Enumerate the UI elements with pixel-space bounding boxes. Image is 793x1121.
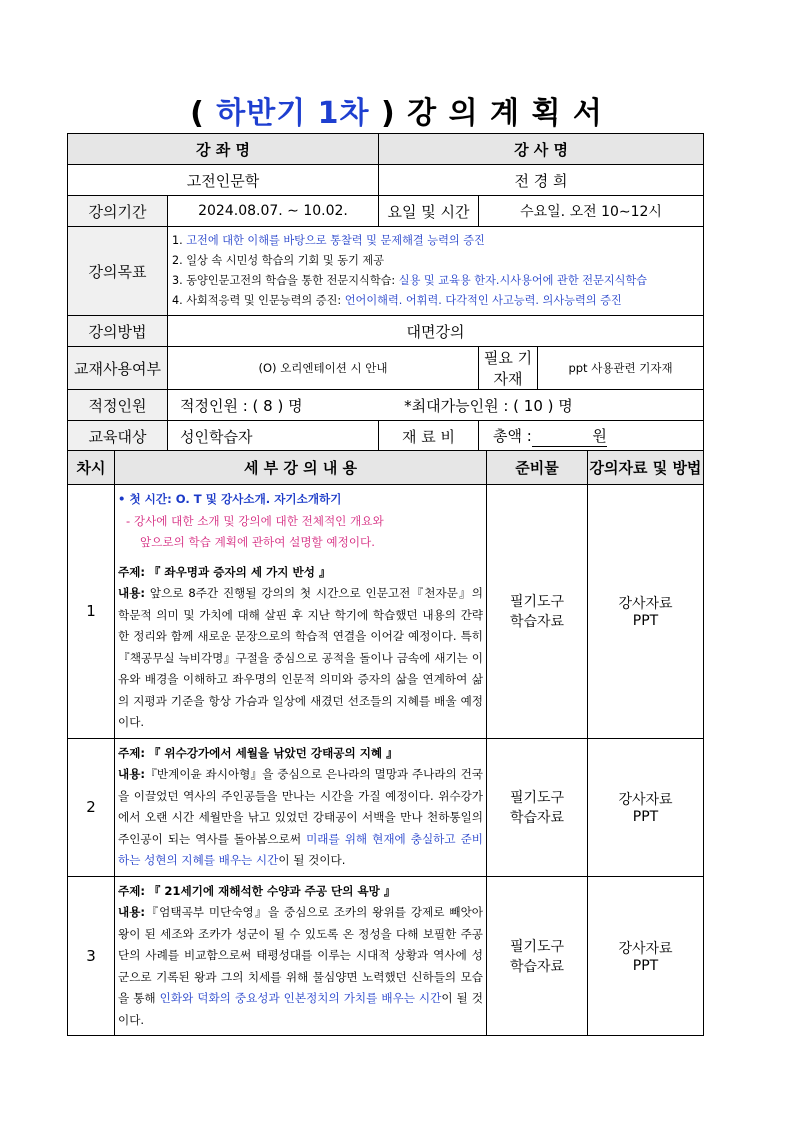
table-row — [68, 876, 704, 1036]
goal-item: 4. 사회적응력 및 인문능력의 증진: 언어이해력. 어휘력. 다각적인 사고능력. 의사능력의 증진 — [172, 294, 622, 307]
title-term: 하반기 1차 — [216, 96, 370, 131]
textbook-label: 교재사용여부 — [68, 347, 168, 390]
goal-item: 2. 일상 속 시민성 학습의 기회 및 동기 제공 — [172, 254, 385, 267]
period-label: 강의기간 — [68, 196, 168, 227]
capacity-row — [168, 390, 704, 421]
period-value: 2024.08.07. ∼ 10.02. — [168, 196, 379, 227]
topic-line: 주제: 『 좌우명과 증자의 세 가지 반성 』 — [118, 564, 331, 579]
prep-cell: 필기도구 학습자료 — [487, 738, 588, 876]
page-title — [0, 88, 793, 132]
fee-label: 재 료 비 — [379, 421, 479, 452]
method-value: 대면강의 — [168, 316, 704, 347]
capacity-value: 적정인원 : ( 8 ) 명 — [180, 396, 303, 415]
equipment-label: 필요 기자재 — [479, 347, 538, 390]
method-label: 강의방법 — [68, 316, 168, 347]
intro-title: • 첫 시간: O. T 및 강사소개. 자기소개하기 — [118, 492, 342, 506]
day-time-value: 수요일. 오전 10∼12시 — [479, 196, 704, 227]
goal-label: 강의목표 — [68, 227, 168, 316]
lecturer-name: 전 경 희 — [379, 165, 704, 196]
prep-header: 준비물 — [487, 451, 588, 485]
session-number: 1 — [68, 485, 115, 739]
day-time-label: 요일 및 시간 — [379, 196, 479, 227]
content-text: 내용:『반계이윤 좌시아형』을 중심으로 은나라의 멸망과 주나라의 건국을 이끌었던 역사의 주인공들을 만나는 시간을 가질 예정이다. 위수강가에서 오랜 시간 세월만을 낚고 있었던 강태공이 서백을 만나 천하통일의 주인공이 되는 역사를 돌아봄으로써 미래를 위해 현재에 충실하고 준비하는 성현의 지혜를 배우는 시간이 될 것이다. — [118, 767, 483, 867]
topic-line: 주제: 『 21세기에 재해석한 수양과 주공 단의 욕망 』 — [118, 883, 396, 898]
table-row — [68, 738, 704, 876]
intro-body: 앞으로의 학습 계획에 관하여 설명할 예정이다. — [140, 535, 375, 549]
topic-line: 주제: 『 위수강가에서 세월을 낚았던 강태공의 지혜 』 — [118, 745, 398, 760]
lecturer-name-header: 강 사 명 — [379, 134, 704, 165]
content-text: 내용: 앞으로 8주간 진행될 강의의 첫 시간으로 인문고전『천자문』의 학문적 의미 및 가치에 대해 살핀 후 지난 학기에 학습했던 내용의 간략한 정리와 함께 새로운 문장으로의 학습적 연결을 이어갈 예정이다. 특히『책공무실 늑비각명』구절을 중심으로 공적을 돌이나 금속에 새기는 이유와 배경을 이해하고 좌우명의 인문적 의미와 증자의 삶을 연계하여 삶의 지평과 기준을 항상 가슴과 일상에 새겼던 선조들의 지혜를 배울 예정이다. — [118, 586, 483, 729]
session-number: 2 — [68, 738, 115, 876]
title-close-paren: ) — [381, 96, 396, 131]
content-text: 내용:『엄택곡부 미단숙영』을 중심으로 조카의 왕위를 강제로 빼앗아 왕이 된 세조와 조카가 성군이 될 수 있도록 온 정성을 다해 보필한 주공 단의 사례를 비교함으로써 태평성대를 이루는 시대적 상황과 역사에 성군으로 기록된 왕과 그의 치세를 위해 물심양면 노력했던 신하들의 모습을 통해 인화와 덕화의 중요성과 인본정치의 가치를 배우는 시간이 될 것이다. — [118, 905, 483, 1027]
materials-cell: 강사자료 PPT — [588, 876, 704, 1036]
session-content — [115, 876, 487, 1036]
title-open-paren: ( — [190, 96, 205, 131]
fee-value: 총액 : 원 — [479, 421, 704, 452]
textbook-value: (O) 오리엔테이션 시 안내 — [168, 347, 479, 390]
schedule-table — [67, 450, 704, 1036]
prep-cell: 필기도구 학습자료 — [487, 876, 588, 1036]
max-capacity-value: *최대가능인원 : ( 10 ) 명 — [404, 396, 573, 415]
course-name-header: 강 좌 명 — [68, 134, 379, 165]
equipment-value: ppt 사용관련 기자재 — [538, 347, 704, 390]
capacity-label: 적정인원 — [68, 390, 168, 421]
session-content — [115, 738, 487, 876]
intro-body: - 강사에 대한 소개 및 강의에 대한 전체적인 개요와 — [126, 513, 384, 528]
materials-cell: 강사자료 PPT — [588, 738, 704, 876]
session-number: 3 — [68, 876, 115, 1036]
target-label: 교육대상 — [68, 421, 168, 452]
goal-item: 1. 고전에 대한 이해를 바탕으로 통찰력 및 문제해결 능력의 증진 — [172, 234, 485, 247]
fee-blank: 원 — [532, 425, 607, 447]
table-row — [68, 485, 704, 739]
materials-header: 강의자료 및 방법 — [588, 451, 704, 485]
course-name: 고전인문학 — [68, 165, 379, 196]
content-header: 세 부 강 의 내 용 — [115, 451, 487, 485]
title-main: 강 의 계 획 서 — [407, 96, 603, 131]
goal-list — [168, 227, 704, 316]
goal-item: 3. 동양인문고전의 학습을 통한 전문지식학습: 실용 및 교육용 한자.시사용어에 관한 전문지식학습 — [172, 274, 648, 287]
target-value: 성인학습자 — [168, 421, 379, 452]
prep-cell: 필기도구 학습자료 — [487, 485, 588, 739]
session-content — [115, 485, 487, 739]
session-header: 차시 — [68, 451, 115, 485]
course-info-table — [67, 133, 704, 452]
materials-cell: 강사자료 PPT — [588, 485, 704, 739]
